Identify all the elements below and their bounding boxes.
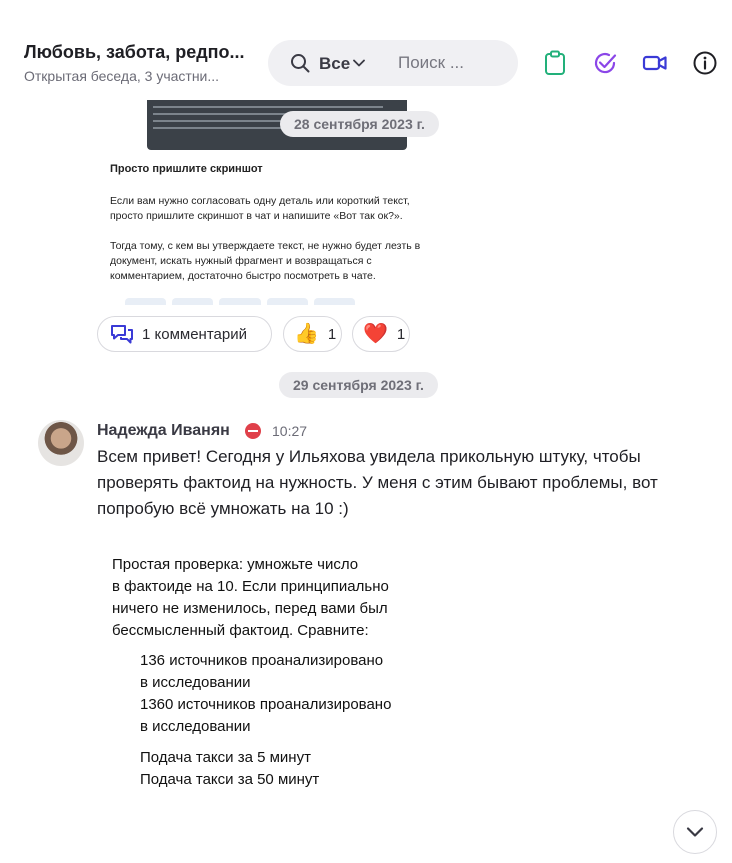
message-author[interactable]: Надежда Иванян — [97, 422, 230, 439]
date-separator: 29 сентября 2023 г. — [279, 372, 438, 398]
search-bar[interactable] — [268, 40, 518, 86]
chevron-down-icon[interactable] — [353, 59, 365, 67]
screenshot-paragraph-line: документ, искать нужный фрагмент и возвращаться с — [110, 255, 372, 267]
chat-header — [0, 0, 732, 100]
message-line: попробую всё умножать на 10 :) — [97, 499, 349, 518]
quote-line: бессмысленный фактоид. Сравните: — [112, 622, 369, 639]
screenshot-paragraph-line: комментарием, достаточно быстро посмотреть в чате. — [110, 270, 376, 282]
screenshot-paragraph-line: просто пришлите скриншот в чат и напишите «Вот так ок?». — [110, 210, 403, 222]
search-scope-select[interactable]: Все — [319, 54, 351, 73]
message-line: проверять фактоид на нужность. У меня с этим бывают проблемы, вот — [97, 473, 658, 492]
search-input[interactable] — [398, 50, 508, 76]
chevron-down-icon — [686, 826, 704, 838]
date-separator: 28 сентября 2023 г. — [280, 111, 439, 137]
screenshot-paragraph-line: Если вам нужно согласовать одну деталь или короткий текст, — [110, 195, 410, 207]
quote-line: Простая проверка: умножьте число — [112, 556, 359, 573]
screenshot-paragraph-line: Тогда тому, с кем вы утверждаете текст, не нужно будет лезть в — [110, 240, 421, 252]
message-text — [97, 444, 707, 522]
message-time: 10:27 — [272, 423, 308, 439]
quote-line: ничего не изменилось, перед вами был — [112, 600, 388, 617]
reaction-count: 1 — [396, 325, 406, 343]
quote-example-line: 136 источников проанализировано — [140, 652, 384, 669]
quote-example-line: Подача такси за 5 минут — [140, 749, 311, 766]
video-call-icon[interactable] — [642, 50, 668, 76]
screenshot-fade-buttons — [125, 298, 355, 305]
comments-count-label: 1 комментарий — [142, 325, 247, 343]
search-icon — [290, 53, 310, 73]
comments-button[interactable] — [97, 316, 272, 352]
quote-line: в фактоиде на 10. Если принципиально — [112, 578, 389, 595]
info-icon[interactable] — [692, 50, 718, 76]
do-not-disturb-icon — [245, 423, 261, 439]
check-circle-icon[interactable] — [592, 50, 618, 76]
quote-example-line: Подача такси за 50 минут — [140, 771, 320, 788]
screenshot-heading: Просто пришлите скриншот — [110, 163, 263, 175]
chat-subtitle[interactable]: Открытая беседа, 3 участни... — [24, 68, 220, 84]
reaction-heart[interactable] — [352, 316, 410, 352]
quote-example-line: 1360 источников проанализировано — [140, 696, 392, 713]
message-line: Всем привет! Сегодня у Ильяхова увидела прикольную штуку, чтобы — [97, 447, 641, 466]
thumbs-up-icon: 👍 — [294, 323, 319, 345]
avatar[interactable] — [38, 420, 84, 466]
scroll-to-bottom-button[interactable] — [673, 810, 717, 854]
quote-example-line: в исследовании — [140, 674, 251, 691]
reaction-thumbs-up[interactable] — [283, 316, 342, 352]
chat-title[interactable]: Любовь, забота, редпо... — [24, 42, 245, 62]
comments-icon — [110, 323, 134, 345]
heart-icon: ❤️ — [363, 323, 388, 345]
clipboard-icon[interactable] — [542, 50, 568, 76]
quote-example-line: в исследовании — [140, 718, 251, 735]
reaction-count: 1 — [327, 325, 337, 343]
